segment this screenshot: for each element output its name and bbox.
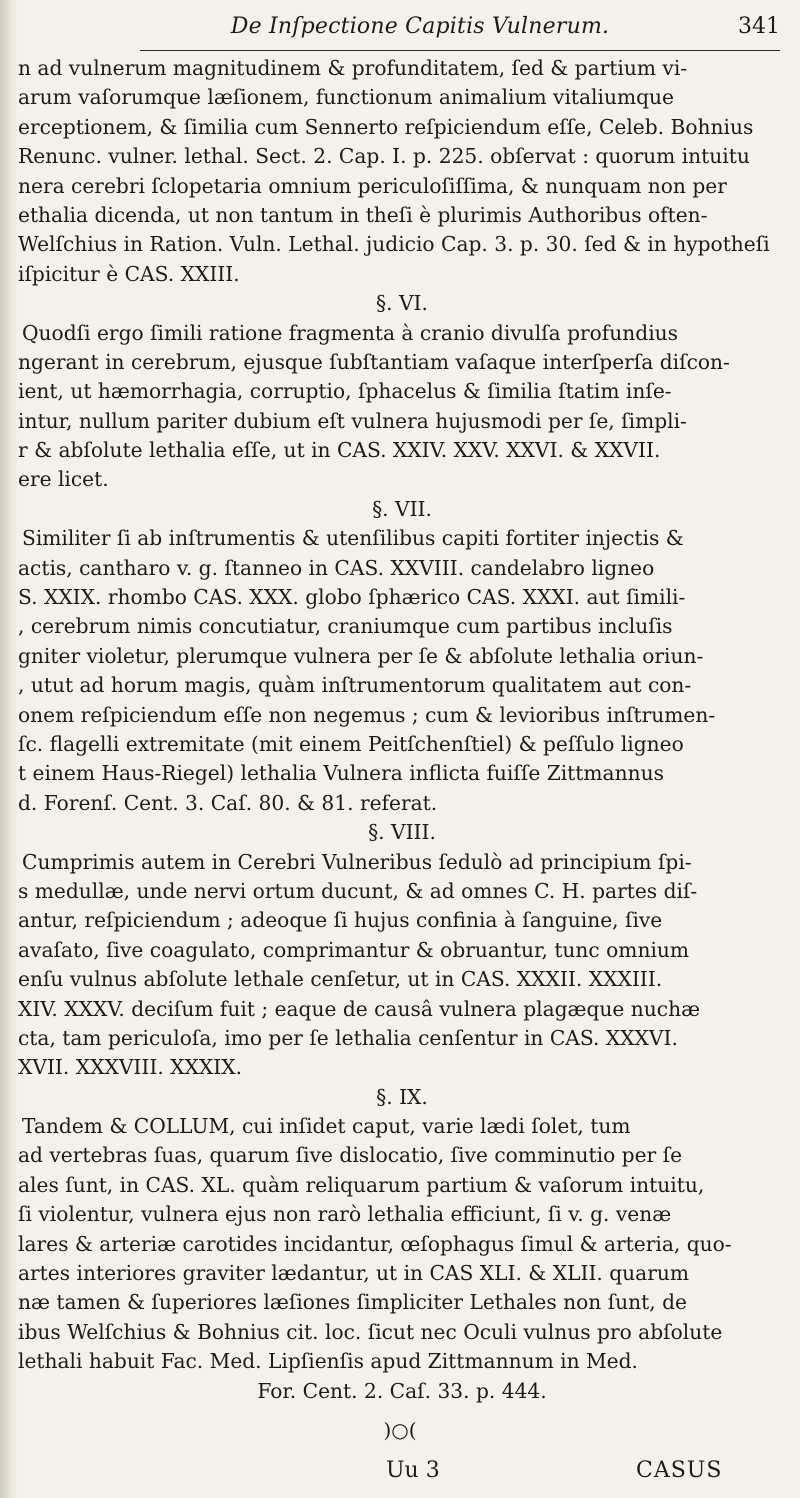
- text-line: XIV. XXXV. deciſum fuit ; eaque de causâ vulnera plagæque nuchæ: [18, 996, 701, 1021]
- section-heading: §. VIII.: [368, 820, 436, 845]
- text-line: næ tamen & ſuperiores læſiones ſimpliciter Lethales non ſunt, de: [18, 1290, 687, 1315]
- text-line: Similiter ſi ab inſtrumentis & utenſilibus capiti fortiter injectis &: [22, 526, 684, 551]
- text-line: arum vaſorumque læſionem, functionum animalium vitaliumque: [18, 85, 674, 110]
- text-line: ales ſunt, in CAS. XL. quàm reliquarum partium & vaſorum intuitu,: [18, 1172, 705, 1197]
- text-line: enſu vulnus abſolute lethale cenſetur, ut in CAS. XXXII. XXXIII.: [18, 967, 663, 992]
- text-line: ngerant in cerebrum, ejusque ſubſtantiam vaſaque interſperſa diſcon-: [18, 349, 730, 374]
- text-line: , cerebrum nimis concutiatur, craniumque cum partibus incluſis: [18, 614, 673, 639]
- text-line: s medullæ, unde nervi ortum ducunt, & ad omnes C. H. partes diſ-: [18, 878, 698, 903]
- text-line: cta, tam periculoſa, imo per ſe lethalia cenſentur in CAS. XXXVI.: [18, 1025, 678, 1050]
- text-line: Welſchius in Ration. Vuln. Lethal. judicio Cap. 3. p. 30. ſed & in hypotheſi: [18, 232, 770, 257]
- text-line: ſc. flagelli extremitate (mit einem Peitſchenſtiel) & peſſulo ligneo: [18, 731, 684, 756]
- text-line: Quodſi ergo ſimili ratione fragmenta à cranio divulſa profundius: [22, 320, 679, 345]
- page-footer: [0, 1458, 800, 1490]
- text-line: ethalia dicenda, ut non tantum in theſi è plurimis Authoribus often-: [18, 202, 708, 227]
- section-heading: §. IX.: [376, 1084, 428, 1109]
- text-line: d. Forenſ. Cent. 3. Caſ. 80. & 81. referat.: [18, 790, 438, 815]
- section-heading: §. VI.: [376, 291, 428, 316]
- running-title: De Inſpectione Capitis Vulnerum.: [230, 14, 610, 39]
- text-line: iſpicitur è CAS. XXIII.: [18, 261, 240, 286]
- text-line: S. XXIX. rhombo CAS. XXX. globo ſphærico CAS. XXXI. aut ſimili-: [18, 585, 686, 610]
- text-line: For. Cent. 2. Caſ. 33. p. 444.: [257, 1378, 547, 1403]
- text-line: ad vertebras ſuas, quarum ſive dislocatio, ſive comminutio per ſe: [18, 1143, 683, 1168]
- page-header: [140, 14, 780, 51]
- text-line: Renunc. vulner. lethal. Sect. 2. Cap. I. p. 225. obſervat : quorum intuitu: [18, 144, 750, 169]
- text-line: lares & arteriæ carotides incidantur, œſophagus ſimul & arteria, quo-: [18, 1231, 732, 1256]
- text-line: t einem Haus-Riegel) lethalia Vulnera inflicta fuiſſe Zittmannus: [18, 761, 664, 786]
- section-heading: §. VII.: [372, 496, 432, 521]
- page-gutter: [0, 0, 18, 1498]
- text-line: artes interiores graviter lædantur, ut in CAS XLI. & XLII. quarum: [18, 1261, 690, 1286]
- page-number: 341: [738, 14, 780, 39]
- catchword: CASUS: [636, 1458, 723, 1483]
- text-line: antur, reſpiciendum ; adeoque ſi hujus confinia à ſanguine, ſive: [18, 908, 663, 933]
- text-line: Cumprimis autem in Cerebri Vulneribus ſedulò ad principium ſpi-: [22, 849, 692, 874]
- text-line: onem reſpiciendum eſſe non negemus ; cum & levioribus inſtrumen-: [18, 702, 716, 727]
- body-text: [18, 54, 786, 1406]
- text-line: n ad vulnerum magnitudinem & profunditatem, ſed & partium vi-: [18, 56, 688, 80]
- text-line: XVII. XXXVIII. XXXIX.: [18, 1055, 243, 1080]
- text-line: , utut ad horum magis, quàm inſtrumentorum qualitatem aut con-: [18, 673, 692, 698]
- text-line: intur, nullum pariter dubium eſt vulnera hujusmodi per ſe, ſimpli-: [18, 408, 687, 433]
- text-line: avaſato, ſive coagulato, comprimantur & obruantur, tunc omnium: [18, 937, 690, 962]
- text-line: Tandem & COLLUM, cui inſidet caput, varie lædi ſolet, tum: [22, 1114, 631, 1139]
- text-line: ient, ut hæmorrhagia, corruptio, ſphacelus & ſimilia ſtatim inſe-: [18, 379, 672, 404]
- text-line: actis, cantharo v. g. ſtanneo in CAS. XXVIII. candelabro ligneo: [18, 555, 655, 580]
- text-line: r & abſolute lethalia eſſe, ut in CAS. XXIV. XXV. XXVI. & XXVII.: [18, 438, 661, 463]
- text-line: ere licet.: [18, 467, 109, 492]
- printer-ornament: )○(: [383, 1418, 417, 1442]
- signature-mark: Uu 3: [386, 1458, 440, 1483]
- text-line: ibus Welſchius & Bohnius cit. loc. ſicut nec Oculi vulnus pro abſolute: [18, 1319, 723, 1344]
- text-line: ſi violentur, vulnera ejus non rarò lethalia efficiunt, ſi v. g. venæ: [18, 1202, 672, 1227]
- text-line: lethali habuit Fac. Med. Lipſienſis apud Zittmannum in Med.: [18, 1349, 638, 1374]
- text-line: gniter violetur, plerumque vulnera per ſe & abſolute lethalia oriun-: [18, 643, 704, 668]
- text-line: erceptionem, & ſimilia cum Sennerto reſpiciendum eſſe, Celeb. Bohnius: [18, 114, 754, 139]
- text-line: nera cerebri ſclopetaria omnium periculoſiſſima, & nunquam non per: [18, 173, 727, 198]
